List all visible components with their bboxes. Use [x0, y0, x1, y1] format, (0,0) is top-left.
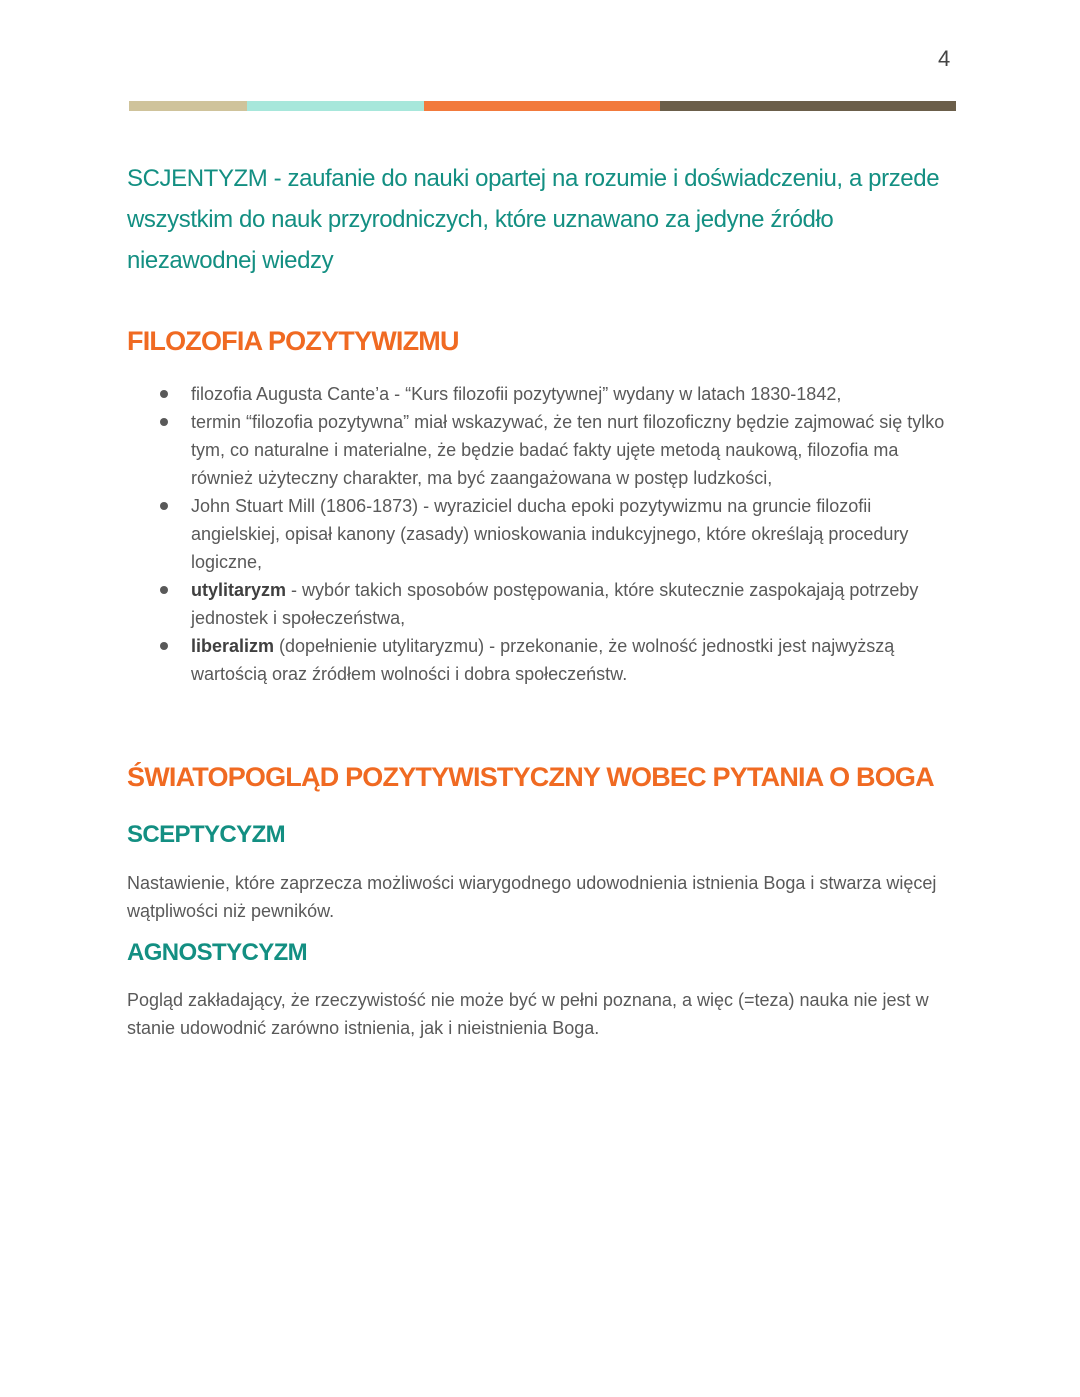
list-item	[127, 576, 957, 632]
page-number: 4	[938, 46, 951, 71]
agnosticism-heading: AGNOSTYCYZM	[127, 939, 308, 966]
bullet-icon	[160, 642, 168, 650]
list-item-text: (dopełnienie utylitaryzmu) - przekonanie, że wolność jednostki jest najwyższą wartością oraz źródłem wolności i dobra społeczeństw.	[191, 636, 895, 684]
list-item-text: termin “filozofia pozytywna” miał wskazywać, że ten nurt filozoficzny będzie zajmować się tylko tym, co naturalne i materialne, że będzie badać fakty ujęte metodą naukową, filozofia ma również użyteczny charakter, ma być zaangażowana w postęp ludzkości,	[191, 412, 945, 488]
list-item-term: utylitaryzm	[191, 580, 287, 600]
philosophy-bullet-list	[127, 380, 957, 688]
list-item	[127, 492, 957, 576]
list-item-text: filozofia Augusta Cante’a - “Kurs filozofii pozytywnej” wydany w latach 1830-1842,	[191, 384, 842, 404]
skepticism-paragraph: Nastawienie, które zaprzecza możliwości wiarygodnego udowodnienia istnienia Boga i stwarza więcej wątpliwości niż pewników.	[127, 873, 937, 921]
color-bar-segment-orange	[424, 101, 660, 111]
agnosticism-paragraph: Pogląd zakładający, że rzeczywistość nie może być w pełni poznana, a więc (=teza) nauka nie jest w stanie udowodnić zarówno istnienia, jak i nieistnienia Boga.	[127, 990, 929, 1038]
bullet-icon	[160, 502, 168, 510]
bullet-icon	[160, 390, 168, 398]
list-item-text: John Stuart Mill (1806-1873) - wyraziciel ducha epoki pozytywizmu na gruncie filozofii angielskiej, opisał kanony (zasady) wnioskowania indukcyjnego, które określają procedury logiczne,	[191, 496, 909, 572]
list-item	[127, 632, 957, 688]
list-item	[127, 380, 957, 408]
list-item-text: - wybór takich sposobów postępowania, które skutecznie zaspokajają potrzeby jednostek i społeczeństwa,	[191, 580, 919, 628]
color-bar-segment-beige	[129, 101, 247, 111]
scientism-definition: SCJENTYZM - zaufanie do nauki opartej na rozumie i doświadczeniu, a przede wszystkim do nauk przyrodniczych, które uznawano za jedyne źródło niezawodnej wiedzy	[127, 165, 940, 274]
bullet-icon	[160, 418, 168, 426]
color-bar-segment-brown	[660, 101, 956, 111]
philosophy-heading: FILOZOFIA POZYTYWIZMU	[127, 326, 459, 356]
bullet-icon	[160, 586, 168, 594]
list-item-term: liberalizm	[191, 636, 275, 656]
skepticism-heading: SCEPTYCYZM	[127, 821, 286, 848]
color-bar-segment-mint	[247, 101, 424, 111]
list-item	[127, 408, 957, 492]
worldview-heading: ŚWIATOPOGLĄD POZYTYWISTYCZNY WOBEC PYTANIA O BOGA	[127, 762, 934, 792]
decorative-color-bar	[129, 101, 956, 111]
